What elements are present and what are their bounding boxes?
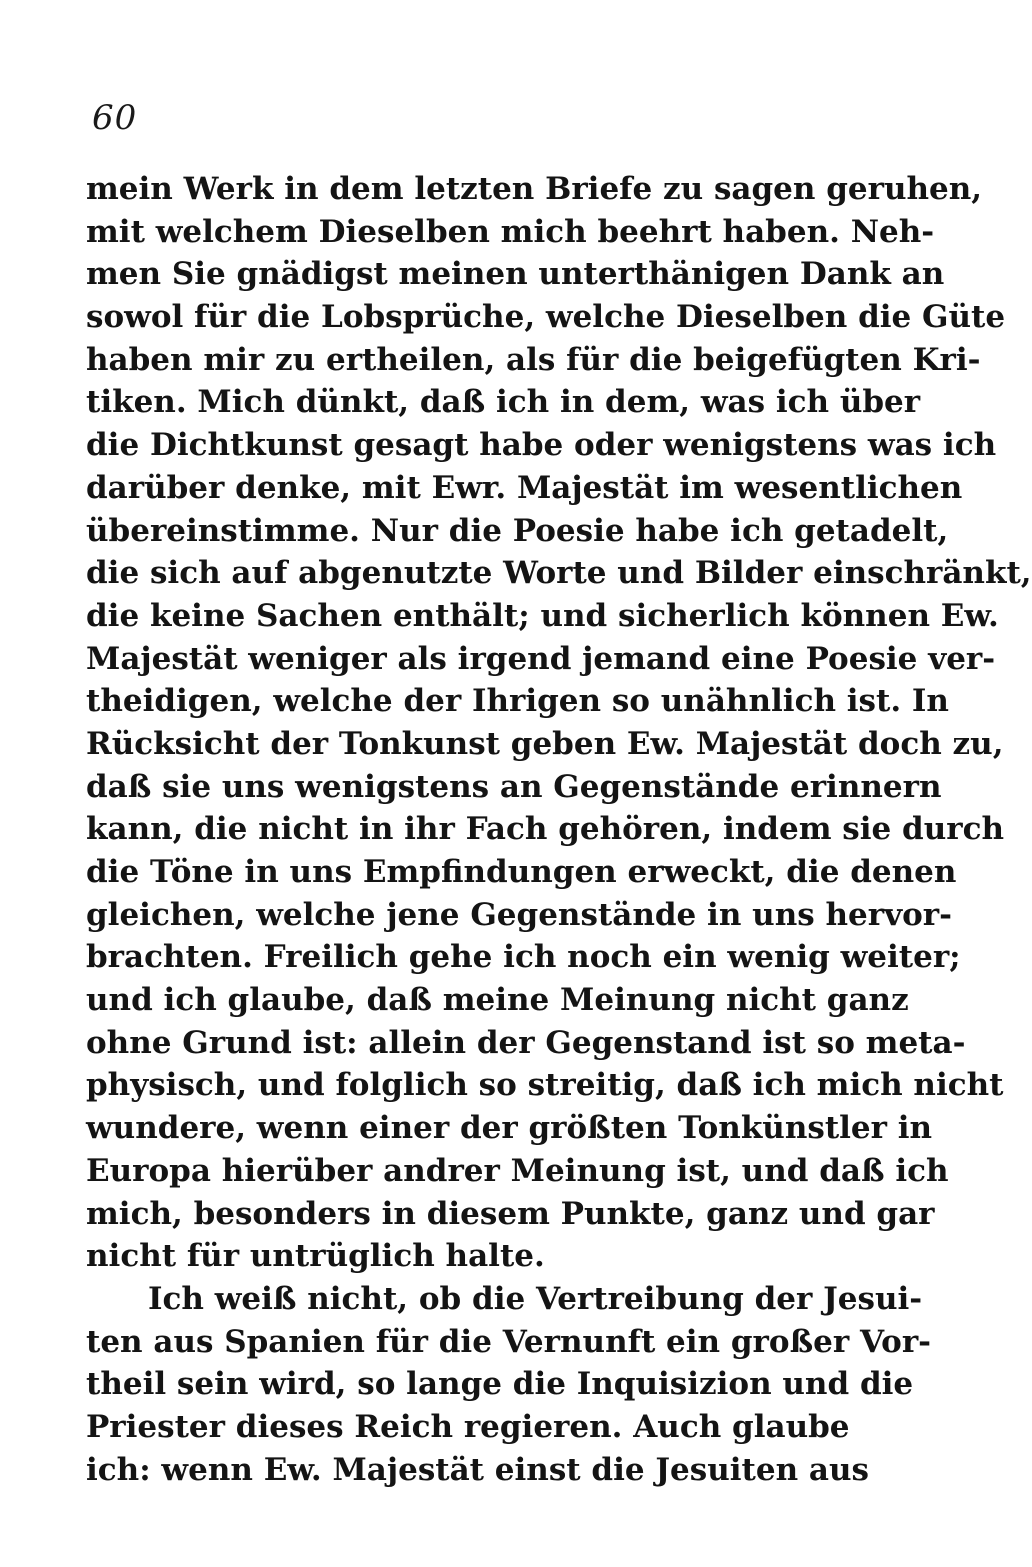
text-line: die Dichtkunst gesagt habe oder wenigstens was ich (86, 427, 997, 464)
text-line: ohne Grund ist: allein der Gegenstand ist so meta- (86, 1024, 966, 1061)
text-line: physisch, und folglich so streitig, daß ich mich nicht (86, 1067, 1004, 1104)
text-line: Majestät weniger als irgend jemand eine Poesie ver- (86, 640, 996, 677)
text-line: und ich glaube, daß meine Meinung nicht ganz (86, 982, 909, 1019)
text-line: mich, besonders in diesem Punkte, ganz und gar (86, 1195, 935, 1232)
text-line: ich: wenn Ew. Majestät einst die Jesuiten aus (86, 1451, 869, 1488)
text-line: daß sie uns wenigstens an Gegenstände erinnern (86, 768, 942, 805)
text-line: ten aus Spanien für die Vernunft ein großer Vor- (86, 1323, 932, 1360)
text-line: übereinstimme. Nur die Poesie habe ich getadelt, (86, 512, 949, 549)
text-line: darüber denke, mit Ewr. Majestät im wesentlichen (86, 469, 963, 506)
text-line: sowol für die Lobsprüche, welche Dieselben die Güte (86, 299, 1006, 336)
text-line: wundere, wenn einer der größten Tonkünstler in (86, 1110, 933, 1147)
text-line: theidigen, welche der Ihrigen so unähnlich ist. In (86, 683, 949, 720)
text-line: Rücksicht der Tonkunst geben Ew. Majestät doch zu, (86, 725, 1004, 762)
paragraph-first-line: Ich weiß nicht, ob die Vertreibung der Jesui- (148, 1280, 923, 1317)
text-line: haben mir zu ertheilen, als für die beigefügten Kri- (86, 341, 981, 378)
text-line: gleichen, welche jene Gegenstände in uns hervor- (86, 896, 952, 933)
text-line: theil sein wird, so lange die Inquisizion und die (86, 1366, 914, 1403)
text-line: brachten. Freilich gehe ich noch ein wenig weiter; (86, 939, 961, 976)
body-text (86, 168, 1032, 1491)
text-line: Europa hierüber andrer Meinung ist, und daß ich (86, 1152, 949, 1189)
text-line: Priester dieses Reich regieren. Auch glaube (86, 1408, 850, 1445)
text-line: tiken. Mich dünkt, daß ich in dem, was ich über (86, 384, 921, 421)
text-line: kann, die nicht in ihr Fach gehören, indem sie durch (86, 811, 1004, 848)
text-line: nicht für untrüglich halte. (86, 1238, 545, 1275)
text-line: die keine Sachen enthält; und sicherlich können Ew. (86, 597, 999, 634)
text-line: die sich auf abgenutzte Worte und Bilder einschränkt, (86, 555, 1032, 592)
text-line: mein Werk in dem letzten Briefe zu sagen geruhen, (86, 171, 983, 207)
page-number: 60 (92, 98, 138, 138)
text-line: men Sie gnädigst meinen unterthänigen Dank an (86, 256, 945, 293)
text-line: mit welchem Dieselben mich beehrt haben. Neh- (86, 213, 935, 250)
text-line: die Töne in uns Empfindungen erweckt, die denen (86, 854, 957, 890)
